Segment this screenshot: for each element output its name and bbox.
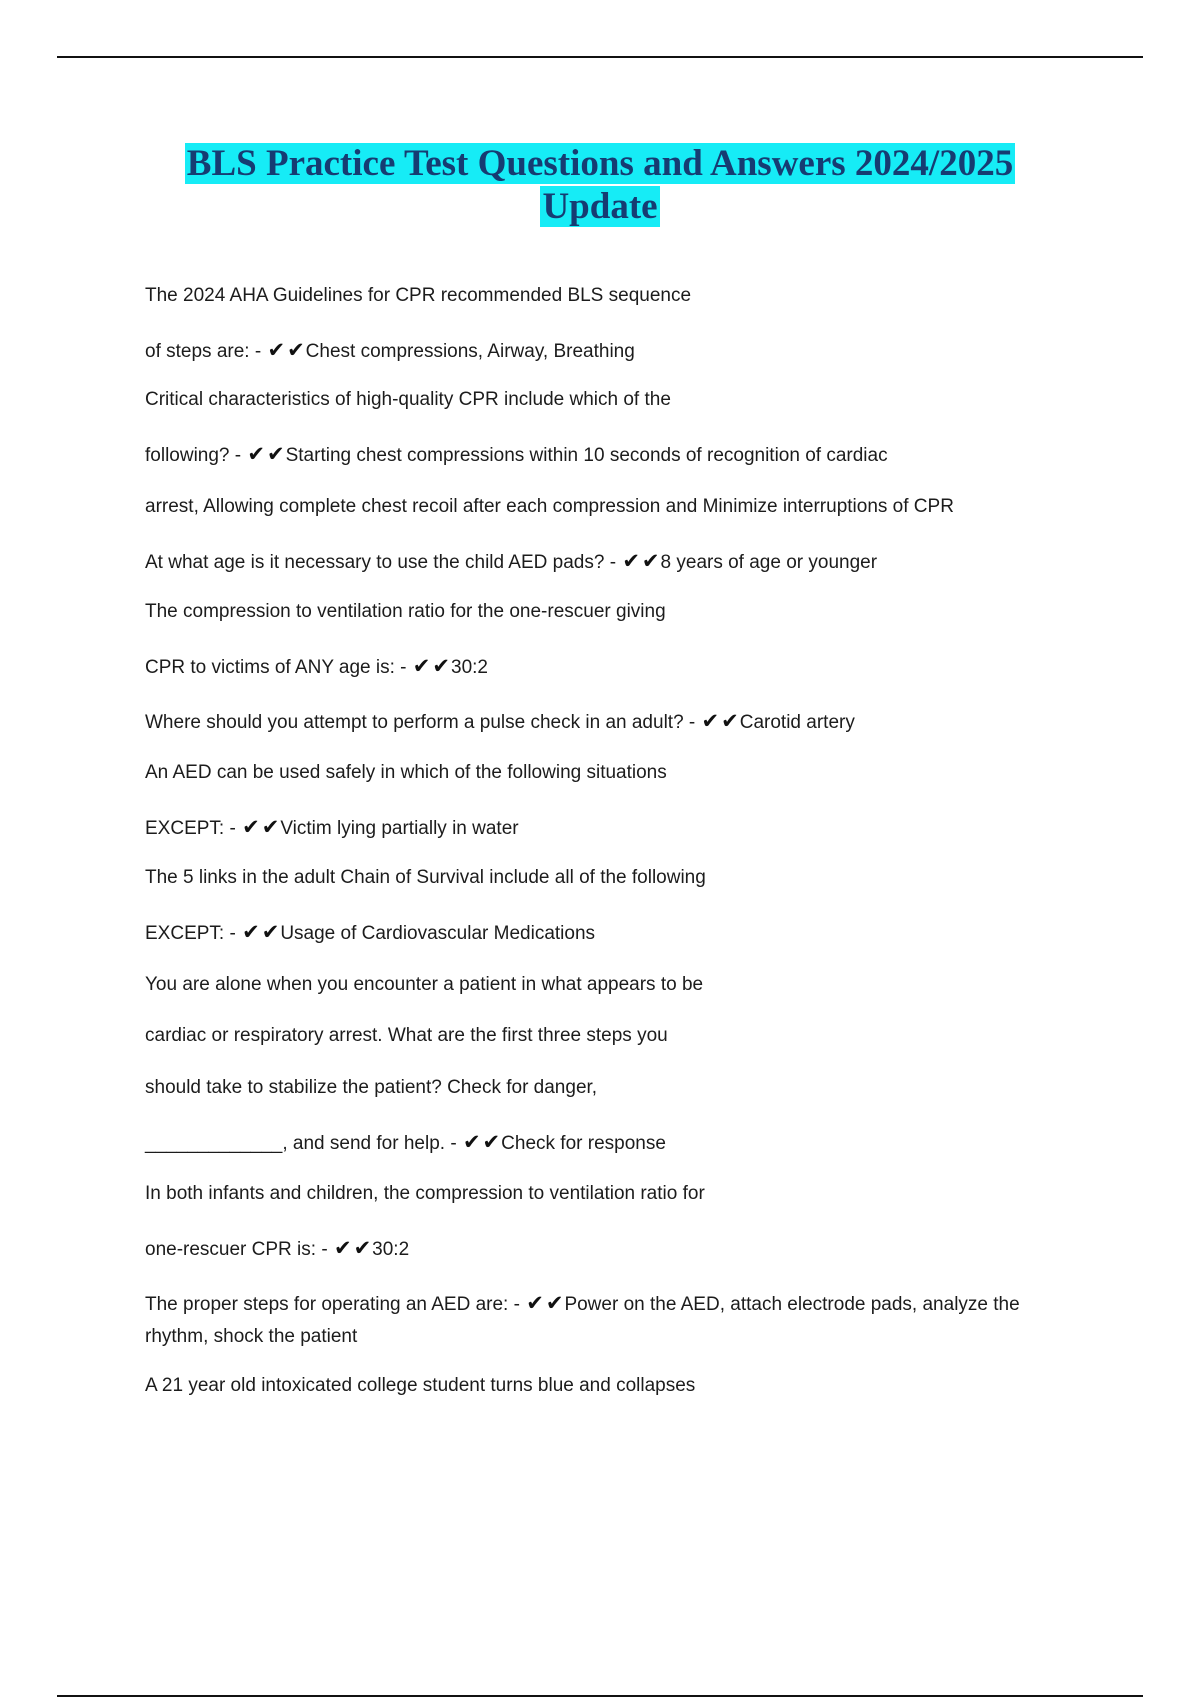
question-text: cardiac or respiratory arrest. What are the first three steps you [145,1025,668,1046]
answer-text: Power on the AED, attach electrode pads, analyze the rhythm, shock the patient [145,1294,1020,1347]
question-text: _____________, and send for help. - [145,1133,457,1154]
title-line-1: BLS Practice Test Questions and Answers 2024/2025 [186,143,1014,184]
check-mark-icon: ✔ [412,654,431,678]
question-text: CPR to victims of ANY age is: - [145,657,407,678]
check-mark-icon: ✔ [721,709,739,733]
question-text: Critical characteristics of high-quality CPR include which of the [145,389,671,410]
text-line [145,545,1085,579]
question-text: one-rescuer CPR is: - [145,1239,328,1260]
question-text: At what age is it necessary to use the child AED pads? - [145,552,617,573]
text-line [145,1020,1085,1052]
question-text: EXCEPT: - [145,818,236,839]
bottom-rule [57,1695,1143,1697]
question-text: The 5 links in the adult Chain of Survival include all of the following [145,867,706,888]
check-mark-icon: ✔ [267,338,286,362]
text-line [145,1072,1085,1104]
text-line [145,438,1085,472]
question-text: Where should you attempt to perform a pulse check in an adult? - [145,712,696,733]
answer-text: Usage of Cardiovascular Medications [280,923,596,944]
check-mark-icon: ✔ [242,920,260,944]
check-mark-icon: ✔ [267,442,285,466]
check-mark-icon: ✔ [526,1291,544,1315]
check-mark-icon: ✔ [641,549,660,573]
text-line [145,280,1085,312]
text-line [145,1287,1085,1353]
answer-text: 8 years of age or younger [660,552,878,573]
text-line [145,757,1085,789]
text-line [145,491,1085,523]
question-text: of steps are: - [145,341,262,362]
check-mark-icon: ✔ [545,1291,564,1315]
text-line [145,596,1085,628]
answer-text: arrest, Allowing complete chest recoil after each compression and Minimize interruptions of CPR [145,496,954,517]
question-text: The proper steps for operating an AED are: - [145,1294,520,1315]
question-text: EXCEPT: - [145,923,236,944]
answer-text: 30:2 [372,1239,410,1260]
title-line-2: Update [542,186,658,227]
text-line [145,1232,1085,1266]
question-text: following? - [145,445,242,466]
answer-text: Chest compressions, Airway, Breathing [305,341,635,362]
check-mark-icon: ✔ [287,338,305,362]
question-text: The compression to ventilation ratio for the one-rescuer giving [145,601,666,622]
check-mark-icon: ✔ [333,1236,352,1260]
question-text: In both infants and children, the compression to ventilation ratio for [145,1183,705,1204]
text-line [145,862,1085,894]
check-mark-icon: ✔ [242,815,260,839]
question-text: The 2024 AHA Guidelines for CPR recommended BLS sequence [145,285,692,306]
check-mark-icon: ✔ [701,709,720,733]
answer-text: Check for response [501,1133,666,1154]
answer-text: Victim lying partially in water [280,818,519,839]
text-line [145,650,1085,684]
text-line [145,1370,1085,1402]
check-mark-icon: ✔ [462,1130,481,1154]
top-rule [57,56,1143,58]
question-text: should take to stabilize the patient? Check for danger, [145,1077,598,1098]
check-mark-icon: ✔ [622,549,640,573]
document-title [100,142,1100,228]
question-text: You are alone when you encounter a patient in what appears to be [145,974,704,995]
text-line [145,811,1085,845]
text-line [145,384,1085,416]
check-mark-icon: ✔ [432,654,451,678]
answer-text: Carotid artery [739,712,855,733]
text-line [145,705,1085,739]
check-mark-icon: ✔ [261,920,280,944]
check-mark-icon: ✔ [353,1236,372,1260]
answer-text: 30:2 [451,657,488,678]
check-mark-icon: ✔ [261,815,280,839]
text-line [145,916,1085,950]
question-text: A 21 year old intoxicated college student turns blue and collapses [145,1375,696,1396]
text-line [145,1178,1085,1210]
check-mark-icon: ✔ [247,442,265,466]
check-mark-icon: ✔ [482,1130,501,1154]
question-text: An AED can be used safely in which of the following situations [145,762,667,783]
text-line [145,1126,1085,1160]
text-line [145,334,1085,368]
text-line [145,969,1085,1001]
answer-text: Starting chest compressions within 10 seconds of recognition of cardiac [285,445,888,466]
